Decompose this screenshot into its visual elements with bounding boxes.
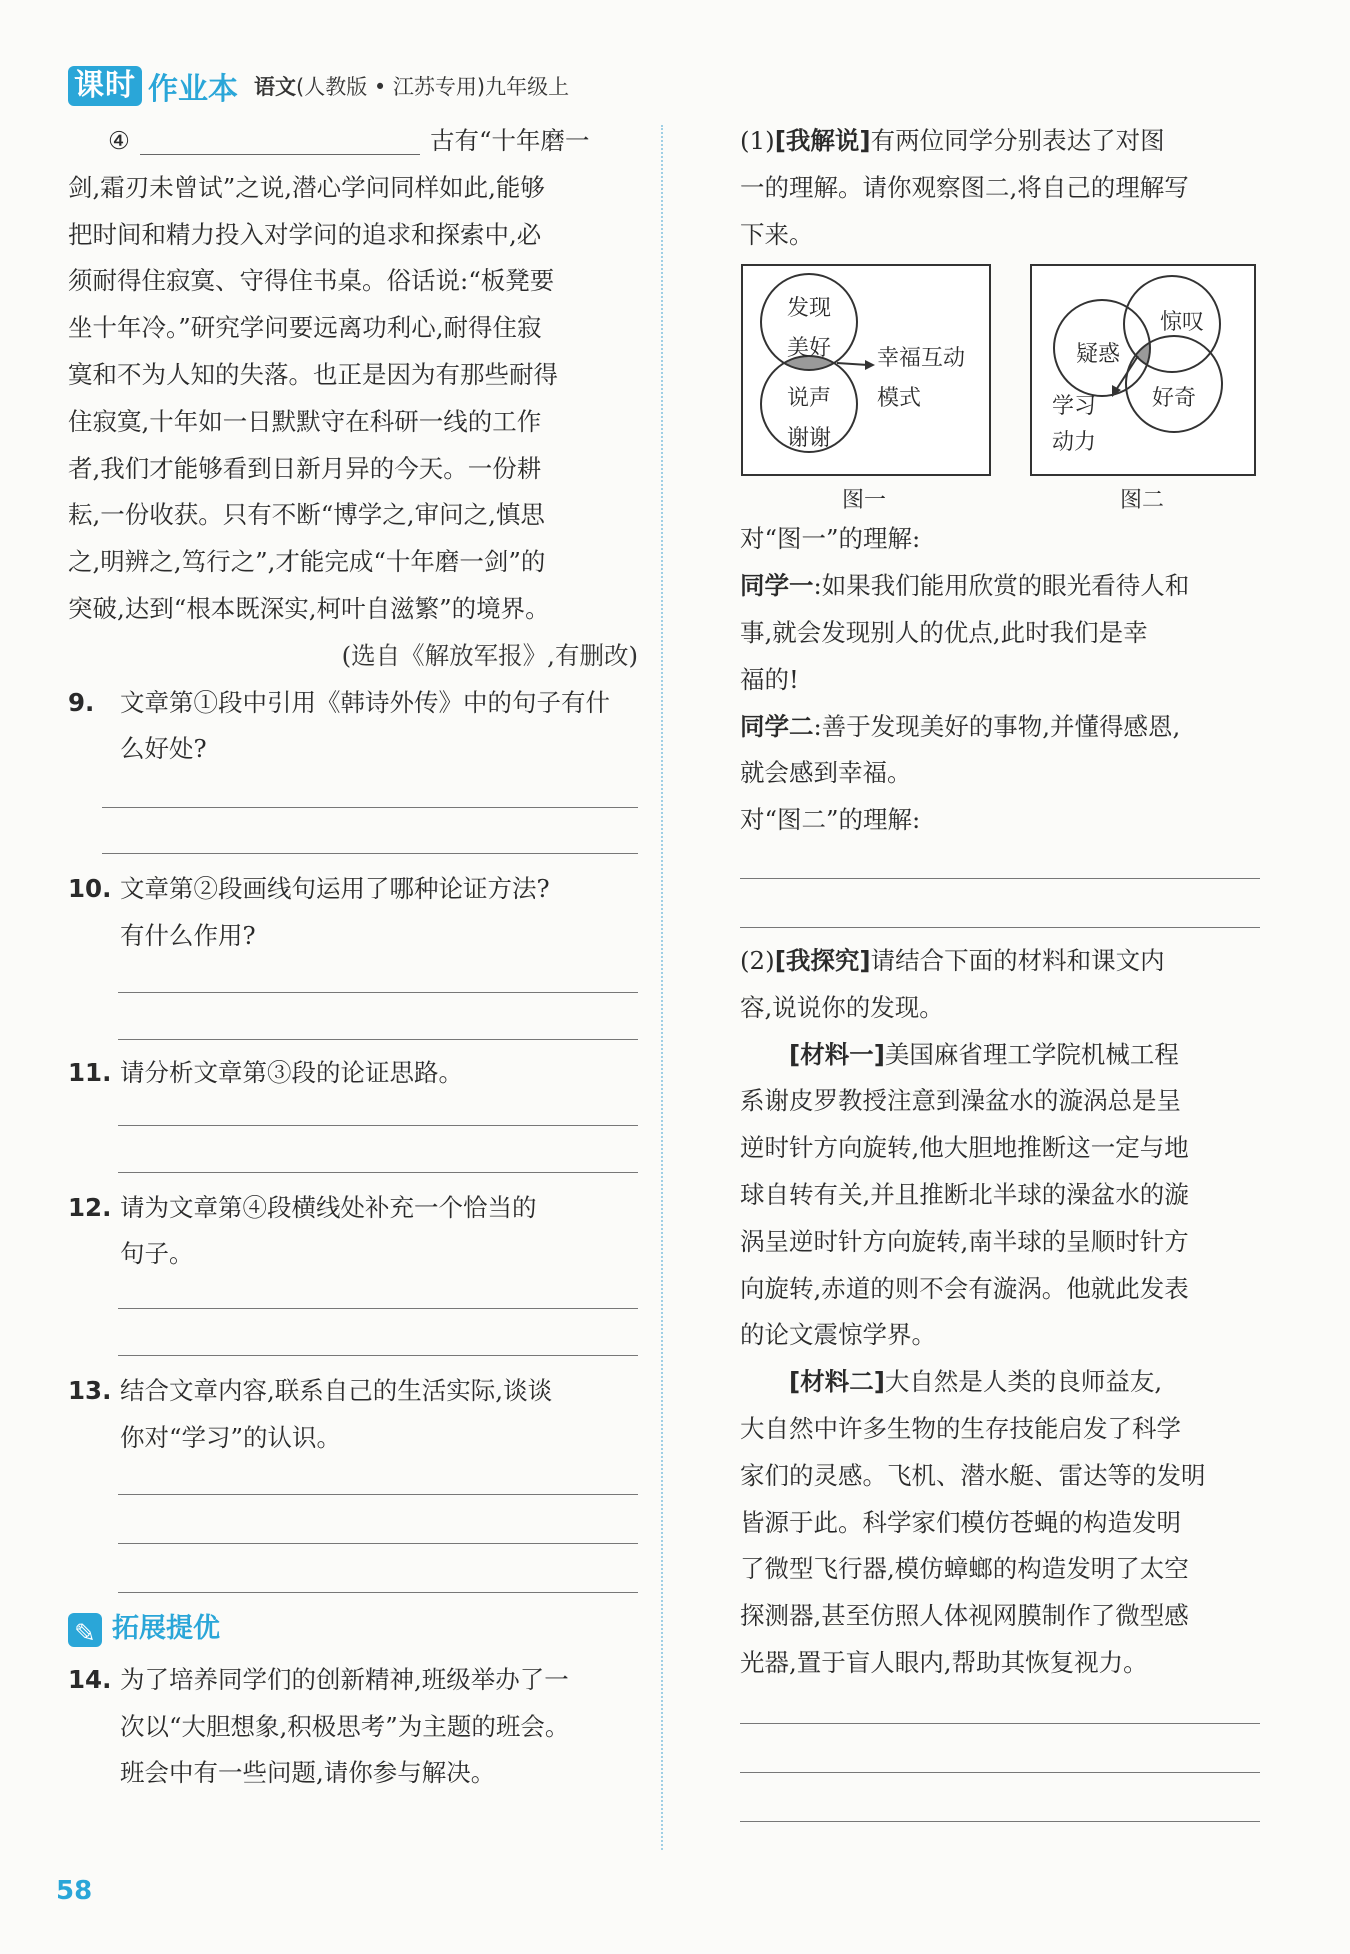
paragraph-4-line: 耘,一份收获。只有不断“博学之,审问之,慎思 [68,500,545,530]
part1-intro [740,118,1260,165]
question-11 [68,1050,638,1097]
subject-label [254,71,569,101]
material2-tag: [材料二] [789,1367,885,1397]
material1-line [740,1032,1260,1079]
question-text: 么好处? [120,734,207,764]
paragraph-4-line: 者,我们才能够看到日新月异的今天。一份耕 [68,453,542,483]
diagram1-label: 发现 [787,296,832,322]
student2-text: :善于发现美好的事物,并懂得感恩, [813,711,1181,741]
question-text: 请分析文章第③段的论证思路。 [120,1057,463,1087]
diagram2-result: 学习 [1052,394,1097,420]
arrow-head [1112,385,1121,397]
question-text: 请为文章第④段横线处补充一个恰当的 [120,1192,537,1222]
logo-keshi: 课时 [68,66,142,106]
diagram1-result: 模式 [877,386,922,412]
material1-line: 系谢皮罗教授注意到澡盆水的漩涡总是呈 [740,1086,1181,1116]
question-text: 文章第②段画线句运用了哪种论证方法? [120,874,550,904]
material1-line: 球自转有关,并且推断北半球的澡盆水的漩 [740,1179,1189,1209]
arrow-head [865,360,875,370]
paragraph-4-line: 剑,霜刃未曾试”之说,潜心学问同样如此,能够 [68,172,545,202]
student1-name: 同学一 [740,571,814,601]
material1-line: 逆时针方向旋转,他大胆地推断这一定与地 [740,1133,1189,1163]
answer-line[interactable] [740,1821,1260,1822]
question-13 [68,1368,638,1462]
diagrams-area [740,264,1260,516]
page-number: 58 [56,1876,93,1906]
logo-zuoyeben: 作业本 [148,72,238,107]
student2-line [740,704,1260,751]
part1-prefix: (1) [740,126,775,155]
part1-line: 下来。 [740,219,814,249]
question-number: 12. [68,1192,112,1222]
diagram1-caption: 图一 [842,488,887,514]
article-source: (选自《解放军报》,有删改) [341,640,638,670]
question-text: 有什么作用? [120,920,256,950]
paragraph-4-line: 把时间和精力投入对学问的追求和探索中,必 [68,219,542,249]
right-column [740,118,1260,1822]
paragraph-4-first-line [68,118,638,165]
paragraph-4-line: 坐十年冷。”研究学问要远离功利心,耐得住寂 [68,313,542,343]
paragraph-4-line: 须耐得住寂寞、守得住书桌。俗话说:“板凳要 [68,266,555,296]
question-12 [68,1185,638,1279]
diagram2-label: 惊叹 [1160,310,1205,336]
question-text: 你对“学习”的认识。 [120,1422,342,1452]
part1-tag: [我解说] [774,126,871,155]
material1-text: 美国麻省理工学院机械工程 [884,1039,1179,1069]
material2-line: 皆源于此。科学家们模仿苍蝇的构造发明 [740,1507,1181,1537]
material1-line: 的论文震惊学界。 [740,1320,936,1350]
pencil-icon [68,1613,102,1647]
student2-name: 同学二 [740,711,814,741]
paragraph-4-marker: ④ [108,126,130,155]
material2-line: 探测器,甚至仿照人体视网膜制作了微型感 [740,1601,1189,1631]
part1-line: 一的理解。请你观察图二,将自己的理解写 [740,172,1189,202]
question-text: 为了培养同学们的创新精神,班级举办了一 [120,1664,569,1694]
diagram1-result: 幸福互动 [877,346,966,372]
part2-prefix: (2) [740,945,775,975]
diagram1-label: 谢谢 [787,426,832,452]
student1-text: :如果我们能用欣赏的眼光看待人和 [813,571,1190,601]
page-header [68,64,569,108]
diagram-1 [741,264,991,476]
material1-line: 涡呈逆时针方向旋转,南半球的呈顺时针方 [740,1226,1189,1256]
material2-text: 大自然是人类的良师益友, [884,1367,1163,1397]
student1-line [740,563,1260,610]
paragraph-4-line: 突破,达到“根本既深实,柯叶自滋繁”的境界。 [68,593,550,623]
column-divider [661,125,663,1850]
diagram2-label: 好奇 [1152,386,1197,412]
question-text: 班会中有一些问题,请你参与解决。 [120,1758,496,1788]
part2-line: 容,说说你的发现。 [740,992,944,1022]
material2-line: 家们的灵感。飞机、潜水艇、雷达等的发明 [740,1460,1206,1490]
subject-main: 语文 [254,75,296,99]
part2-intro [740,938,1260,985]
section-title: 拓展提优 [112,1613,220,1645]
fig1-label: 对“图一”的理解: [740,524,921,554]
material2-line [740,1359,1260,1406]
left-column [68,118,638,1797]
paragraph-4-line: 寞和不为人知的失落。也正是因为有那些耐得 [68,359,558,389]
section-header-extension [68,1607,638,1653]
material1-line: 向旋转,赤道的则不会有漩涡。他就此发表 [740,1273,1189,1303]
diagram2-result: 动力 [1052,430,1097,456]
diagram-2 [1030,264,1256,476]
question-text: 次以“大胆想象,积极思考”为主题的班会。 [120,1711,570,1741]
paragraph-4-line: 古有“十年磨一 [430,126,590,155]
question-9 [68,680,638,774]
part2-tag: [我探究] [774,945,871,975]
question-number: 13. [68,1376,112,1406]
question-number: 11. [68,1057,112,1087]
diagram1-label: 说声 [787,386,832,412]
diagram2-label: 疑惑 [1076,342,1121,368]
part1-line: 有两位同学分别表达了对图 [870,126,1165,155]
question-text: 结合文章内容,联系自己的生活实际,谈谈 [120,1376,553,1406]
student1-line: 福的! [740,664,799,694]
part2-line: 请结合下面的材料和课文内 [870,945,1165,975]
question-text: 文章第①段中引用《韩诗外传》中的句子有什 [120,687,610,717]
question-10 [68,866,638,960]
paragraph-4-line: 之,明辨之,笃行之”,才能完成“十年磨一剑”的 [68,547,546,577]
material2-line: 了微型飞行器,模仿蟑螂的构造发明了太空 [740,1554,1189,1584]
question-text: 句子。 [120,1239,194,1269]
question-number: 10. [68,874,112,904]
question-number: 9. [68,687,95,717]
subject-detail: (人教版 • 江苏专用)九年级上 [296,75,570,99]
diagram1-label: 美好 [787,336,832,362]
material2-line: 大自然中许多生物的生存技能启发了科学 [740,1413,1181,1443]
student1-line: 事,就会发现别人的优点,此时我们是幸 [740,617,1148,647]
diagram2-caption: 图二 [1120,488,1165,514]
question-14 [68,1657,638,1797]
material2-line: 光器,置于盲人眼内,帮助其恢复视力。 [740,1647,1148,1677]
fill-in-blank[interactable] [140,124,420,155]
material1-tag: [材料一] [789,1039,885,1069]
student2-line: 就会感到幸福。 [740,758,912,788]
fig2-label: 对“图二”的理解: [740,805,921,835]
arrow-line [837,363,868,365]
paragraph-4-line: 住寂寞,十年如一日默默守在科研一线的工作 [68,406,542,436]
question-number: 14. [68,1664,112,1694]
brand-logo [68,64,238,108]
